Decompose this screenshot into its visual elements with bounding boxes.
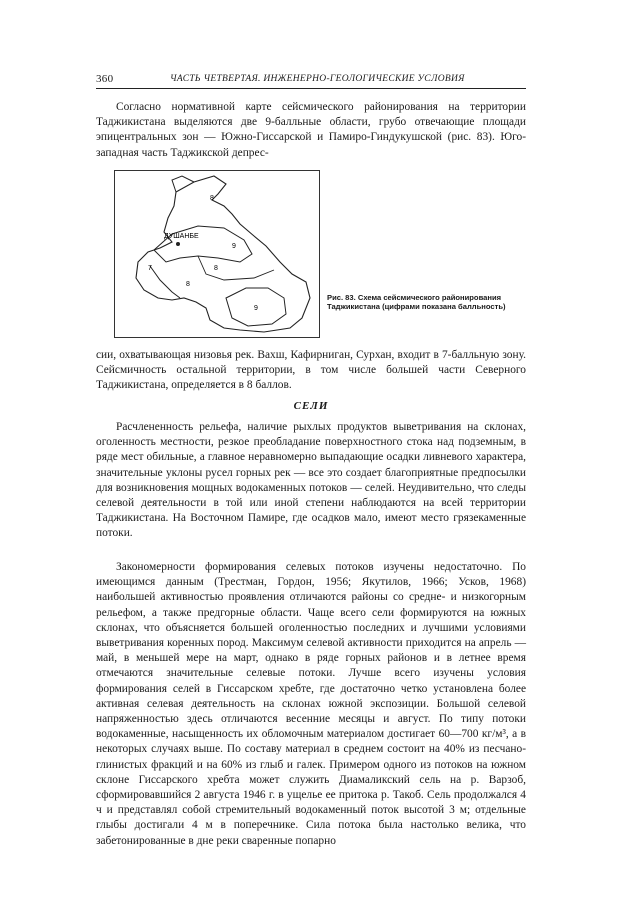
country-outline [136, 176, 310, 332]
seismic-map [114, 170, 320, 338]
running-header [96, 72, 526, 89]
zone-8-boundary [198, 256, 274, 280]
city-label: ДУШАНБЕ [164, 233, 199, 240]
paragraph-relief: Расчлененность рельефа, наличие рыхлых продуктов выветривания на склонах, оголенность местности, резкое преобладание поверхностного стока над подземным, в ряде мест обильные, а главное неравномерно выпадающие осадки ливневого характера, значительные уклоны русел горных рек — все это создает благоприятные предпосылки для возникновения мощных водокаменных потоков — селей. Неудивительно, что следы селевой деятельности в той или иной степени наблюдаются на всей территории Таджикистана. На Восточном Памире, где осадков мало, имеют место грязекаменные потоки. [96, 421, 526, 540]
figure-caption: Рис. 83. Схема сейсмического районирования Таджикистана (цифрами показана балльность) [327, 293, 506, 311]
zone-label: 8 [214, 265, 218, 272]
zone-label: 8 [210, 195, 214, 202]
zone-7-boundary [150, 266, 180, 298]
section-title: СЕЛИ [293, 400, 329, 412]
running-title: ЧАСТЬ ЧЕТВЕРТАЯ. ИНЖЕНЕРНО-ГЕОЛОГИЧЕСКИЕ УСЛОВИЯ [170, 74, 465, 84]
dushanbe-marker [176, 242, 180, 246]
paragraph-seismic-intro: Согласно нормативной карте сейсмического районирования на территории Таджикистана выделяются две 9-балльные области, грубо отвечающие площади эпицентральных зон — Южно-Гиссарской и Памиро-Гиндукушской (рис. 83). Юго-западная часть Таджикской депрес- [96, 101, 526, 159]
zone-label: 7 [148, 265, 152, 272]
figure-83 [114, 170, 526, 340]
zone-label: 9 [254, 305, 258, 312]
zone-label: 9 [232, 243, 236, 250]
paragraph-mudflow-patterns: Закономерности формирования селевых потоков изучены недостаточно. По имеющимся данным (Трестман, Гордон, 1956; Якутилов, 1966; Усков, 1968) наибольшей активностью проявления отличаются районы со средне- и низкогорным рельефом, а также предгорные области. Чаще всего сели формируются на южных склонах, что объясняется большей оголенностью последних и лучшими условиями выветривания коренных пород. Максимум селевой активности приходится на апрель — май, в меньшей мере на март, однако в ряде горных районов и в летнее время отмечаются значительные селевые потоки. Лучше всего изучены условия формирования селей в Гиссарском хребте, где достаточно четко установлена более активная селевая деятельность на склонах южной экспозиции. Большой селевой напряженностью здесь отличаются весенние месяцы и август. По типу потоки водокаменные, насыщенность их обломочным материалом достигает 60—700 кг/м³, а в некоторых случаях выше. По составу материал в среднем состоит на 40% из песчано-глинистых фракций и на 60% из глыб и галек. Примером одного из потоков на южном склоне Гиссарского хребта может служить Диамаликский сель на р. Варзоб, сформировавшийся 2 августа 1946 г. в ущелье ее притока р. Такоб. Сель продолжался 4 ч и представлял собой стремительный водокаменный поток высотой 3 м; отдельные глыбы достигали 4 м в поперечнике. Сила потока была настолько велика, что забетонированные в дне реки сваренные попарно [96, 561, 526, 847]
page-number: 360 [96, 73, 114, 85]
paragraph-seismic-continued: сии, охватывающая низовья рек. Вахш, Кафирниган, Сурхан, входит в 7-балльную зону. Сейсмичность остальной территории, в том числе большей части Северного Таджикистана, определяется в 8 баллов. [96, 349, 526, 392]
zone-label: 8 [186, 281, 190, 288]
